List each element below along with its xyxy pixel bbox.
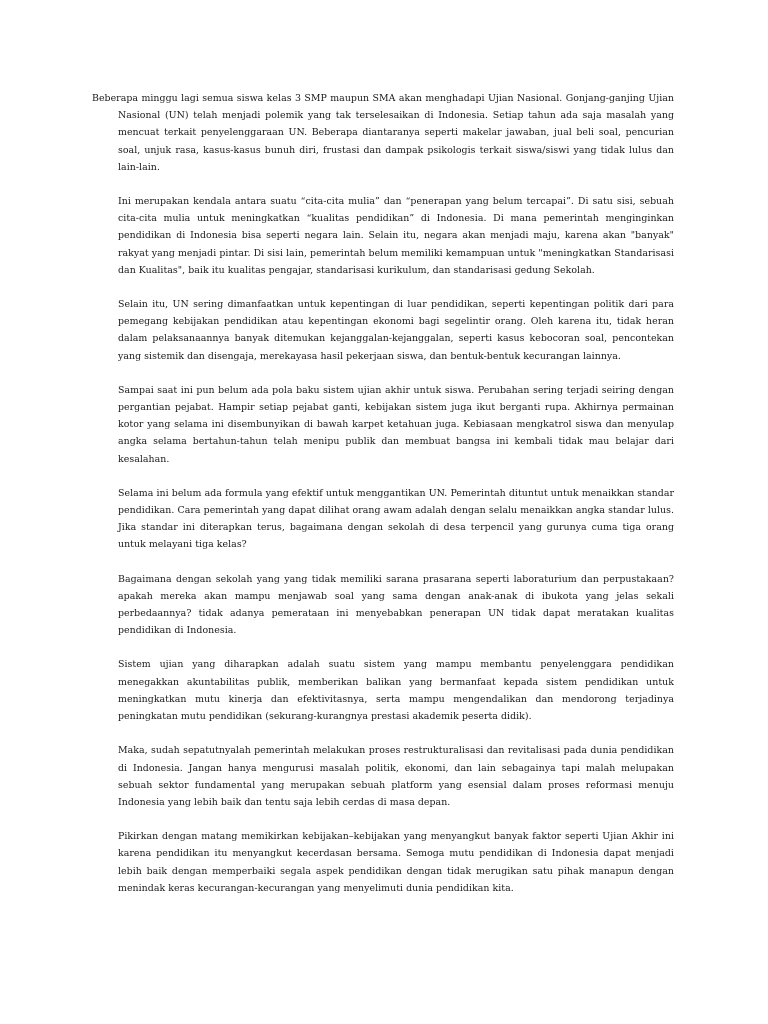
paragraph-1: Beberapa minggu lagi semua siswa kelas 3 SMP maupun SMA akan menghadapi Ujian Nasional. Gonjang-ganjing Ujian Nasional (UN) telah menjadi polemik yang tak terselesaikan di Indonesia. Setiap tahun ada saja masalah yang mencuat terkait penyelenggaraan UN. Beberapa diantaranya seperti makelar jawaban, jual beli soal, pencurian soal, unjuk rasa, kasus-kasus bunuh diri, frustasi dan dampak psikologis terkait siswa/siswi yang tidak lulus dan lain-lain. [92, 93, 674, 173]
paragraph-7: Sistem ujian yang diharapkan adalah suatu sistem yang mampu membantu penyelenggara pendidikan menegakkan akuntabilitas publik, memberikan balikan yang bermanfaat kepada sistem pendidikan untuk meningkatkan mutu kinerja dan efektivitasnya, serta mampu mengendalikan dan mendorong terjadinya peningkatan mutu pendidikan (sekurang-kurangnya prestasi akademik peserta didik). [118, 659, 674, 723]
paragraph-3: Selain itu, UN sering dimanfaatkan untuk kepentingan di luar pendidikan, seperti kepentingan politik dari para pemegang kebijakan pendidikan atau kepentingan ekonomi bagi segelintir orang. Oleh karena itu, tidak heran dalam pelaksanaannya banyak ditemukan kejanggalan-kejanggalan, seperti kasus kebocoran soal, pencontekan yang sistemik dan disengaja, merekayasa hasil pekerjaan siswa, dan bentuk-bentuk kecurangan lainnya. [118, 299, 674, 362]
paragraph-4: Sampai saat ini pun belum ada pola baku sistem ujian akhir untuk siswa. Perubahan sering terjadi seiring dengan pergantian pejabat. Hampir setiap pejabat ganti, kebijakan sistem juga ikut berganti rupa. Akhirnya permainan kotor yang selama ini disembunyikan di bawah karpet ketahuan juga. Kebiasaan mengkatrol siswa dan menyulap angka selama bertahun-tahun telah menipu publik dan membuat bangsa ini kembali tidak mau belajar dari kesalahan. [118, 384, 674, 465]
paragraph-2: Ini merupakan kendala antara suatu “cita-cita mulia” dan “penerapan yang belum tercapai”. Di satu sisi, sebuah cita-cita mulia untuk meningkatkan “kualitas pendidikan” di Indonesia. Di mana pemerintah menginginkan pendidikan di Indonesia bisa seperti negara lain. Selain itu, negara akan menjadi maju, karena akan "banyak" rakyat yang menjadi pintar. Di sisi lain, pemerintah belum memiliki kemampuan untuk "meningkatkan Standarisasi dan Kualitas", baik itu kualitas pengajar, standarisasi kurikulum, dan standarisasi gedung Sekolah. [118, 196, 674, 276]
document-body [92, 90, 674, 897]
paragraph-8: Maka, sudah sepatutnyalah pemerintah melakukan proses restrukturalisasi dan revitalisasi pada dunia pendidikan di Indonesia. Jangan hanya mengurusi masalah politik, ekonomi, dan lain sebagainya tapi malah melupakan sebuah sektor fundamental yang merupakan sebuah platform yang esensial dalam proses reformasi menuju Indonesia yang lebih baik dan tentu saja lebih cerdas di masa depan. [118, 745, 674, 808]
paragraph-6: Bagaimana dengan sekolah yang yang tidak memiliki sarana prasarana seperti laboraturium dan perpustakaan? apakah mereka akan mampu menjawab soal yang sama dengan anak-anak di ibukota yang jelas sekali perbedaannya? tidak adanya pemerataan ini menyebabkan penerapan UN tidak dapat meratakan kualitas pendidikan di Indonesia. [118, 573, 674, 637]
paragraph-9: Pikirkan dengan matang memikirkan kebijakan–kebijakan yang menyangkut banyak faktor seperti Ujian Akhir ini karena pendidikan itu menyangkut kecerdasan bersama. Semoga mutu pendidikan di Indonesia dapat menjadi lebih baik dengan memperbaiki segala aspek pendidikan dengan tidak merugikan satu pihak manapun dengan menindak keras kecurangan-kecurangan yang menyelimuti dunia pendidikan kita. [118, 831, 674, 894]
paragraph-5: Selama ini belum ada formula yang efektif untuk menggantikan UN. Pemerintah dituntut untuk menaikkan standar pendidikan. Cara pemerintah yang dapat dilihat orang awam adalah dengan selalu menaikkan angka standar lulus. Jika standar ini diterapkan terus, bagaimana dengan sekolah di desa terpencil yang gurunya cuma tiga orang untuk melayani tiga kelas? [118, 487, 674, 551]
